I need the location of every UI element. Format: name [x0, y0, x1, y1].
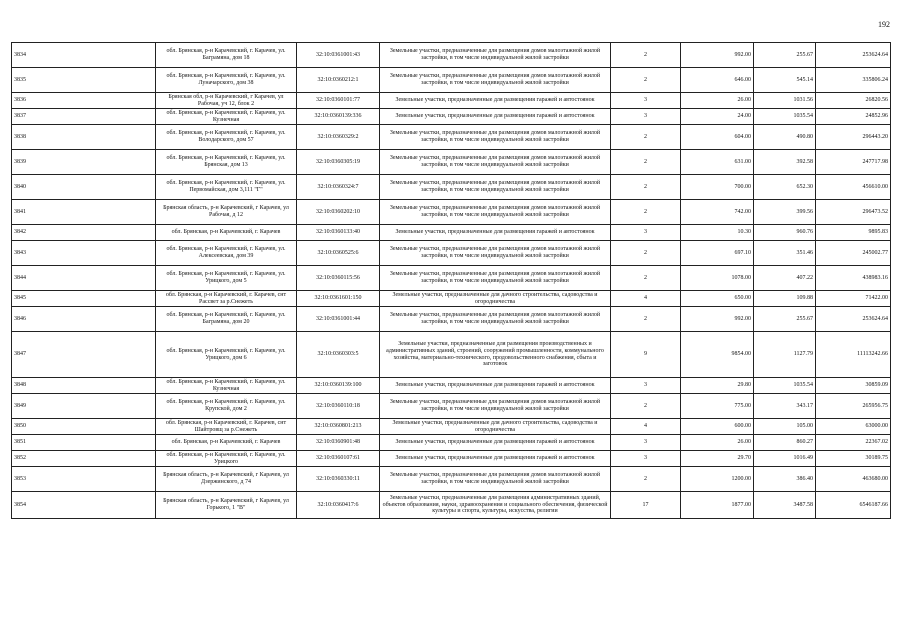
land-use-cell: Земельные участки, предназначенные для размещения домов малоэтажной жилой застройки, в том числе индивидуальной жилой застройки — [380, 307, 611, 332]
area-cell: 650.00 — [681, 291, 754, 307]
address-cell: обл. Брянская, р-н Карачевский, г. Карачев, ул. Кузнечная — [156, 109, 297, 125]
area-cell: 1200.00 — [681, 467, 754, 492]
cadastral-value-table — [11, 42, 891, 519]
area-cell: 29.70 — [681, 451, 754, 467]
table-row — [12, 175, 891, 200]
cadastral-value-cell: 456610.00 — [816, 175, 891, 200]
address-cell: обл. Брянская, р-н Карачевский, г. Карачев, ул. Урицкого, дом 5 — [156, 266, 297, 291]
land-use-cell: Земельные участки, предназначенные для размещения домов малоэтажной жилой застройки, в том числе индивидуальной жилой застройки — [380, 241, 611, 266]
cadastral-value-cell: 253624.64 — [816, 43, 891, 68]
unit-value-cell: 399.56 — [754, 200, 816, 225]
unit-value-cell: 3487.58 — [754, 492, 816, 519]
unit-value-cell: 1035.54 — [754, 109, 816, 125]
cadastral-value-cell: 6546187.66 — [816, 492, 891, 519]
area-cell: 26.00 — [681, 435, 754, 451]
land-use-cell: Земельные участки, предназначенные для размещения гаражей и автостоянок — [380, 378, 611, 394]
unit-value-cell: 343.17 — [754, 394, 816, 419]
land-use-cell: Земельные участки, предназначенные для размещения домов малоэтажной жилой застройки, в том числе индивидуальной жилой застройки — [380, 394, 611, 419]
area-cell: 992.00 — [681, 43, 754, 68]
unit-value-cell: 407.22 — [754, 266, 816, 291]
area-cell: 9854.00 — [681, 332, 754, 378]
address-cell: обл. Брянская, р-н Карачевский, г. Карачев, ул. Луначарского, дом 38 — [156, 68, 297, 93]
cadastral-number-cell: 32:10:0360330:11 — [297, 467, 380, 492]
row-number-cell: 3840 — [12, 175, 156, 200]
address-cell: обл. Брянская, р-н Карачевский, г. Карачев, снт Шайтровщ за р.Снежеть — [156, 419, 297, 435]
group-code-cell: 17 — [611, 492, 681, 519]
address-cell: Брянская обл, р-н Карачевский, г Карачев, ул Рабочая, уч 12, блок 2 — [156, 93, 297, 109]
land-use-cell: Земельные участки, предназначенные для размещения домов малоэтажной жилой застройки, в том числе индивидуальной жилой застройки — [380, 43, 611, 68]
table-row — [12, 150, 891, 175]
cadastral-value-cell: 71422.00 — [816, 291, 891, 307]
area-cell: 26.00 — [681, 93, 754, 109]
table-row — [12, 332, 891, 378]
unit-value-cell: 392.58 — [754, 150, 816, 175]
land-use-cell: Земельные участки, предназначенные для размещения домов малоэтажной жилой застройки, в том числе индивидуальной жилой застройки — [380, 125, 611, 150]
address-cell: обл. Брянская, р-н Карачевский, г. Карачев, ул. Урицкого, дом 6 — [156, 332, 297, 378]
table-row — [12, 93, 891, 109]
area-cell: 600.00 — [681, 419, 754, 435]
cadastral-value-cell: 22367.02 — [816, 435, 891, 451]
table-row — [12, 419, 891, 435]
cadastral-number-cell: 32:10:0360324:7 — [297, 175, 380, 200]
group-code-cell: 3 — [611, 378, 681, 394]
land-use-cell: Земельные участки, предназначенные для размещения гаражей и автостоянок — [380, 93, 611, 109]
table-row — [12, 68, 891, 93]
cadastral-number-cell: 32:10:0360417:6 — [297, 492, 380, 519]
table-body — [12, 43, 891, 519]
cadastral-number-cell: 32:10:0360115:56 — [297, 266, 380, 291]
row-number-cell: 3853 — [12, 467, 156, 492]
group-code-cell: 3 — [611, 93, 681, 109]
cadastral-number-cell: 32:10:0360305:19 — [297, 150, 380, 175]
land-use-cell: Земельные участки, предназначенные для размещения домов малоэтажной жилой застройки, в том числе индивидуальной жилой застройки — [380, 68, 611, 93]
address-cell: обл. Брянская, р-н Карачевский, г. Карачев, снт Рассвет за р.Снежеть — [156, 291, 297, 307]
unit-value-cell: 490.80 — [754, 125, 816, 150]
cadastral-value-cell: 63000.00 — [816, 419, 891, 435]
unit-value-cell: 1031.56 — [754, 93, 816, 109]
row-number-cell: 3843 — [12, 241, 156, 266]
cadastral-number-cell: 32:10:0360133:40 — [297, 225, 380, 241]
table-row — [12, 492, 891, 519]
cadastral-number-cell: 32:10:0360139:100 — [297, 378, 380, 394]
table-row — [12, 291, 891, 307]
land-use-cell: Земельные участки, предназначенные для размещения домов малоэтажной жилой застройки, в том числе индивидуальной жилой застройки — [380, 200, 611, 225]
table-row — [12, 467, 891, 492]
unit-value-cell: 960.76 — [754, 225, 816, 241]
cadastral-value-cell: 11113242.66 — [816, 332, 891, 378]
table-row — [12, 225, 891, 241]
area-cell: 1078.00 — [681, 266, 754, 291]
address-cell: обл. Брянская, р-н Карачевский, г. Карачев, ул. Брянская, дом 13 — [156, 150, 297, 175]
land-use-cell: Земельные участки, предназначенные для размещения гаражей и автостоянок — [380, 225, 611, 241]
area-cell: 700.00 — [681, 175, 754, 200]
group-code-cell: 2 — [611, 467, 681, 492]
area-cell: 604.00 — [681, 125, 754, 150]
table-row — [12, 266, 891, 291]
land-use-cell: Земельные участки, предназначенные для размещения гаражей и автостоянок — [380, 109, 611, 125]
row-number-cell: 3844 — [12, 266, 156, 291]
unit-value-cell: 545.14 — [754, 68, 816, 93]
unit-value-cell: 652.30 — [754, 175, 816, 200]
unit-value-cell: 386.40 — [754, 467, 816, 492]
land-use-cell: Земельные участки, предназначенные для дачного строительства, садоводства и огородничества — [380, 291, 611, 307]
cadastral-value-cell: 463680.00 — [816, 467, 891, 492]
area-cell: 24.00 — [681, 109, 754, 125]
land-use-cell: Земельные участки, предназначенные для размещения гаражей и автостоянок — [380, 435, 611, 451]
row-number-cell: 3849 — [12, 394, 156, 419]
row-number-cell: 3837 — [12, 109, 156, 125]
row-number-cell: 3850 — [12, 419, 156, 435]
land-use-cell: Земельные участки, предназначенные для размещения гаражей и автостоянок — [380, 451, 611, 467]
cadastral-value-cell: 245002.77 — [816, 241, 891, 266]
cadastral-number-cell: 32:10:0360303:5 — [297, 332, 380, 378]
row-number-cell: 3852 — [12, 451, 156, 467]
unit-value-cell: 1035.54 — [754, 378, 816, 394]
cadastral-number-cell: 32:10:0360525:6 — [297, 241, 380, 266]
cadastral-number-cell: 32:10:0360901:48 — [297, 435, 380, 451]
land-use-cell: Земельные участки, предназначенные для размещения административных зданий, объектов образования, науки, здравоохранения и социального обеспечения, физической культуры и спорта, культуры, искусства, религии — [380, 492, 611, 519]
row-number-cell: 3838 — [12, 125, 156, 150]
row-number-cell: 3851 — [12, 435, 156, 451]
group-code-cell: 4 — [611, 291, 681, 307]
group-code-cell: 2 — [611, 394, 681, 419]
table-row — [12, 43, 891, 68]
unit-value-cell: 105.00 — [754, 419, 816, 435]
table-row — [12, 241, 891, 266]
table-row — [12, 378, 891, 394]
group-code-cell: 2 — [611, 307, 681, 332]
cadastral-number-cell: 32:10:0361001:43 — [297, 43, 380, 68]
row-number-cell: 3845 — [12, 291, 156, 307]
row-number-cell: 3839 — [12, 150, 156, 175]
address-cell: Брянская область, р-н Карачевский, г Карачев, ул Горького, 1 "В" — [156, 492, 297, 519]
address-cell: обл. Брянская, р-н Карачевский, г. Карачев, ул. Крупской, дом 2 — [156, 394, 297, 419]
cadastral-value-cell: 247717.98 — [816, 150, 891, 175]
address-cell: обл. Брянская, р-н Карачевский, г. Карачев — [156, 225, 297, 241]
address-cell: обл. Брянская, р-н Карачевский, г. Карачев, ул. Первомайская, дом 3,111 "Г" — [156, 175, 297, 200]
table-row — [12, 125, 891, 150]
unit-value-cell: 1127.79 — [754, 332, 816, 378]
row-number-cell: 3834 — [12, 43, 156, 68]
unit-value-cell: 255.67 — [754, 307, 816, 332]
group-code-cell: 2 — [611, 175, 681, 200]
cadastral-value-cell: 438983.16 — [816, 266, 891, 291]
land-use-cell: Земельные участки, предназначенные для размещения домов малоэтажной жилой застройки, в том числе индивидуальной жилой застройки — [380, 266, 611, 291]
cadastral-number-cell: 32:10:0360212:1 — [297, 68, 380, 93]
cadastral-value-cell: 296443.20 — [816, 125, 891, 150]
cadastral-number-cell: 32:10:0360329:2 — [297, 125, 380, 150]
table-row — [12, 200, 891, 225]
cadastral-value-cell: 265956.75 — [816, 394, 891, 419]
group-code-cell: 3 — [611, 225, 681, 241]
group-code-cell: 2 — [611, 68, 681, 93]
group-code-cell: 2 — [611, 150, 681, 175]
area-cell: 631.00 — [681, 150, 754, 175]
cadastral-number-cell: 32:10:0360139:336 — [297, 109, 380, 125]
address-cell: Брянская область, р-н Карачевский, г Карачев, ул Дзержинского, д 74 — [156, 467, 297, 492]
land-use-cell: Земельные участки, предназначенные для размещения производственных и административных зданий, строений, сооружений промышленности, коммунального хозяйства, материально-технического, продовольственного снабжения, сбыта и заготовок — [380, 332, 611, 378]
cadastral-number-cell: 32:10:0360101:77 — [297, 93, 380, 109]
table-row — [12, 307, 891, 332]
cadastral-number-cell: 32:10:0360110:18 — [297, 394, 380, 419]
group-code-cell: 3 — [611, 435, 681, 451]
group-code-cell: 9 — [611, 332, 681, 378]
cadastral-number-cell: 32:10:0360801:213 — [297, 419, 380, 435]
address-cell: обл. Брянская, р-н Карачевский, г. Карачев, ул. Алексеевская, дом 39 — [156, 241, 297, 266]
group-code-cell: 2 — [611, 266, 681, 291]
address-cell: обл. Брянская, р-н Карачевский, г. Карачев, ул. Кузнечная — [156, 378, 297, 394]
address-cell: обл. Брянская, р-н Карачевский, г. Карачев, ул. Урицкого — [156, 451, 297, 467]
address-cell: обл. Брянская, р-н Карачевский, г. Карачев, ул. Баграмяна, дом 18 — [156, 43, 297, 68]
row-number-cell: 3847 — [12, 332, 156, 378]
cadastral-value-cell: 24852.96 — [816, 109, 891, 125]
cadastral-value-cell: 335806.24 — [816, 68, 891, 93]
cadastral-number-cell: 32:10:0360107:61 — [297, 451, 380, 467]
group-code-cell: 2 — [611, 200, 681, 225]
cadastral-value-cell: 30859.09 — [816, 378, 891, 394]
land-use-cell: Земельные участки, предназначенные для размещения домов малоэтажной жилой застройки, в том числе индивидуальной жилой застройки — [380, 175, 611, 200]
unit-value-cell: 351.46 — [754, 241, 816, 266]
cadastral-value-cell: 296473.52 — [816, 200, 891, 225]
row-number-cell: 3836 — [12, 93, 156, 109]
area-cell: 742.00 — [681, 200, 754, 225]
unit-value-cell: 255.67 — [754, 43, 816, 68]
page-number: 192 — [878, 20, 890, 29]
row-number-cell: 3848 — [12, 378, 156, 394]
cadastral-number-cell: 32:10:0360202:10 — [297, 200, 380, 225]
row-number-cell: 3846 — [12, 307, 156, 332]
address-cell: Брянская область, р-н Карачевский, г Карачев, ул Рабочая, д 12 — [156, 200, 297, 225]
land-use-cell: Земельные участки, предназначенные для размещения домов малоэтажной жилой застройки, в том числе индивидуальной жилой застройки — [380, 467, 611, 492]
group-code-cell: 2 — [611, 43, 681, 68]
cadastral-number-cell: 32:10:0361601:150 — [297, 291, 380, 307]
unit-value-cell: 109.88 — [754, 291, 816, 307]
cadastral-value-cell: 9895.83 — [816, 225, 891, 241]
row-number-cell: 3842 — [12, 225, 156, 241]
group-code-cell: 4 — [611, 419, 681, 435]
land-use-cell: Земельные участки, предназначенные для размещения домов малоэтажной жилой застройки, в том числе индивидуальной жилой застройки — [380, 150, 611, 175]
address-cell: обл. Брянская, р-н Карачевский, г. Карачев, ул. Баграмяна, дом 20 — [156, 307, 297, 332]
cadastral-value-cell: 253624.64 — [816, 307, 891, 332]
unit-value-cell: 1016.49 — [754, 451, 816, 467]
area-cell: 646.00 — [681, 68, 754, 93]
area-cell: 775.00 — [681, 394, 754, 419]
table-row — [12, 109, 891, 125]
address-cell: обл. Брянская, р-н Карачевский, г. Карачев, ул. Володарского, дом 57 — [156, 125, 297, 150]
cadastral-number-cell: 32:10:0361001:44 — [297, 307, 380, 332]
land-use-cell: Земельные участки, предназначенные для дачного строительства, садоводства и огородничества — [380, 419, 611, 435]
row-number-cell: 3835 — [12, 68, 156, 93]
area-cell: 29.80 — [681, 378, 754, 394]
group-code-cell: 2 — [611, 125, 681, 150]
address-cell: обл. Брянская, р-н Карачевский, г. Карачев — [156, 435, 297, 451]
unit-value-cell: 860.27 — [754, 435, 816, 451]
group-code-cell: 3 — [611, 109, 681, 125]
table-row — [12, 394, 891, 419]
row-number-cell: 3841 — [12, 200, 156, 225]
group-code-cell: 3 — [611, 451, 681, 467]
group-code-cell: 2 — [611, 241, 681, 266]
area-cell: 697.10 — [681, 241, 754, 266]
area-cell: 992.00 — [681, 307, 754, 332]
cadastral-value-cell: 30189.75 — [816, 451, 891, 467]
area-cell: 10.30 — [681, 225, 754, 241]
row-number-cell: 3854 — [12, 492, 156, 519]
table-row — [12, 435, 891, 451]
table-row — [12, 451, 891, 467]
area-cell: 1877.00 — [681, 492, 754, 519]
cadastral-value-cell: 26820.56 — [816, 93, 891, 109]
